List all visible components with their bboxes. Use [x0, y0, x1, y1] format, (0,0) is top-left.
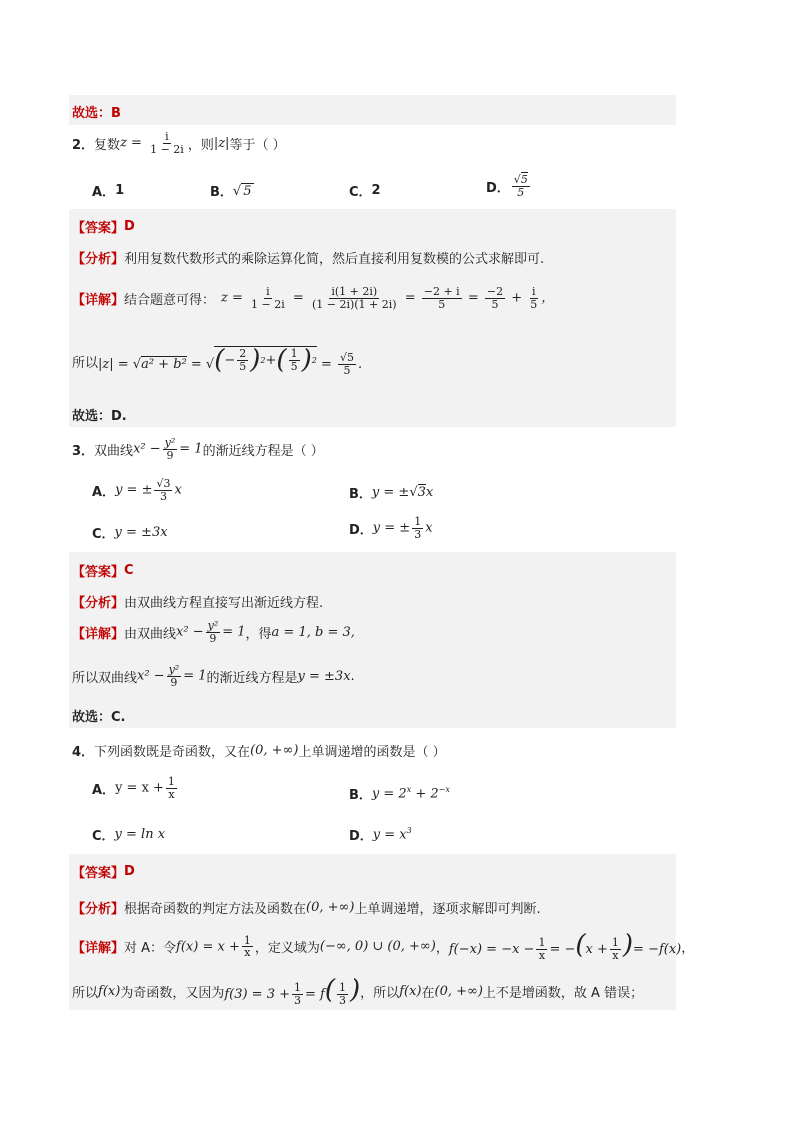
q4-interval: (0, +∞)	[434, 984, 483, 1000]
q3-conclusion	[72, 706, 125, 725]
q3-stem-pre: 双曲线	[94, 443, 134, 459]
q4-stem	[72, 741, 446, 760]
sqrt-symbol: √ 5	[232, 183, 252, 199]
q2-detail-formula: z = $\frac{i}{1 - 2i}$ = $\frac{i(1 + 2i)}{(1 - 2i)(1 + 2i)}$ = $\frac{-2 + i}{5}$ = $\frac{-2}{5}$ + $\frac{i}{5}$ ，	[221, 285, 555, 311]
q2-stem	[72, 131, 286, 155]
q2-option-b[interactable]	[210, 181, 254, 200]
q3-detail-line2: 所以双曲线 x² − $\frac{\text{y²}}{9}$ = 1 的渐近线方程是 y = ±3x .	[72, 663, 355, 689]
option-formula: y = x + $\frac{1}{x}$	[115, 775, 175, 801]
q2-stem-post: 等于（ ）	[229, 137, 286, 153]
option-label: C．	[92, 829, 115, 844]
option-label: C．	[349, 185, 372, 200]
option-label: D．	[349, 829, 373, 844]
q3-stem	[72, 437, 324, 461]
option-value: 5	[520, 173, 528, 186]
detail-tag: 【详解】	[72, 626, 125, 642]
q3-equation: x² − $\frac{\text{y²}}{9}$ = 1	[176, 619, 246, 645]
detail-text: ，所以	[360, 986, 400, 1002]
q3-option-d[interactable]	[349, 516, 433, 540]
q4-option-d[interactable]	[349, 825, 412, 844]
q2-option-d[interactable]	[486, 174, 532, 198]
q2-number: 2．	[72, 137, 95, 153]
analysis-text: 由双曲线方程直接写出渐近线方程.	[124, 596, 324, 611]
q4-interval: (0, +∞)	[250, 743, 299, 758]
q4-option-a[interactable]	[92, 776, 179, 800]
option-formula: y = ln x	[114, 827, 166, 842]
q2-modulus-formula: |z| = √a² + b² = √ ( − $\frac{2}{5}$ ) 2 + ( $\frac{1}{5}$ ) 2 = $\frac{√5}{5}$ .	[98, 345, 363, 377]
q1-solution-block	[69, 95, 676, 125]
option-label: C．	[92, 527, 115, 542]
option-formula: $y = x^3$	[372, 826, 412, 843]
q2-stem-mid: ，则	[187, 137, 214, 153]
q2-modulus: |z|	[213, 135, 230, 151]
q2-formula: z = $\frac{i}{1 - 2i}$	[120, 130, 184, 156]
option-formula: $y = 2^x + 2^{-x}$	[371, 785, 450, 802]
q4-detail: 【详解】 对 A：令 f(x) = x + $\frac{1}{x}$ ，定义域为 (−∞, 0) ∪ (0, +∞) ， f(−x) = −x − $\frac{1}{x}$ = −(x + $\frac{1}{x}$ )= −f(x) ，	[72, 930, 695, 962]
q2-option-c[interactable]	[349, 181, 381, 200]
answer-value: C	[124, 563, 134, 578]
option-label: D．	[349, 522, 373, 538]
option-value: 1	[115, 183, 125, 198]
option-label: B．	[349, 487, 372, 502]
q2-conclusion	[72, 405, 127, 424]
detail-text: 的渐近线方程是	[206, 670, 298, 686]
q4-fx: f(x)	[399, 984, 422, 1000]
answer-value: D	[124, 219, 135, 234]
q4-fx: f(x)	[98, 984, 121, 1000]
option-value: 2	[371, 183, 381, 198]
q4-analysis	[72, 898, 541, 917]
analysis-tag: 【分析】	[72, 596, 125, 611]
detail-text: 对 A：令	[124, 941, 177, 957]
detail-text: ，定义域为	[254, 941, 320, 957]
q4-function-def: f(x) = x + $\frac{1}{x}$	[176, 933, 251, 960]
q4-option-b[interactable]	[349, 784, 450, 803]
analysis-text: 利用复数代数形式的乘除运算化简，然后直接利用复数模的公式求解即可.	[124, 252, 545, 267]
option-label: D．	[486, 180, 510, 196]
q3-number: 3．	[72, 443, 95, 459]
answer-tag: 【答案】	[72, 565, 125, 580]
detail-tag: 【详解】	[72, 941, 125, 957]
q3-option-a[interactable]	[92, 478, 182, 502]
detail-text: ，得	[245, 626, 272, 642]
q3-equation: x² − $\frac{\text{y²}}{9}$ = 1	[133, 436, 203, 462]
q2-detail-line2	[72, 346, 362, 377]
detail-text: 所以	[72, 986, 99, 1002]
q3-detail	[72, 620, 355, 644]
q4-answer	[72, 862, 135, 881]
option-value: 5	[243, 183, 252, 199]
q4-f3: f(3) = 3 + $\frac{1}{3}$ = f( $\frac{1}{3}$ )	[224, 975, 361, 1007]
conclusion-text: 故选：D.	[72, 409, 127, 424]
option-label: A．	[92, 185, 116, 200]
conclusion-text: 故选：C.	[72, 710, 126, 725]
q2-answer	[72, 217, 135, 236]
option-formula: y = ±3x	[114, 525, 168, 540]
option-formula: y = ± $\frac{√3}{3}$ x	[115, 477, 182, 503]
detail-text: 由双曲线	[124, 626, 177, 642]
answer-value: D	[124, 864, 135, 879]
q2-stem-pre: 复数	[94, 137, 121, 153]
detail-text: 在	[421, 986, 435, 1002]
q2-solution-block	[69, 209, 676, 427]
analysis-tag: 【分析】	[72, 902, 125, 917]
q4-interval: (0, +∞)	[306, 900, 355, 915]
detail-text: 为奇函数，又因为	[120, 986, 225, 1002]
q4-option-c[interactable]	[92, 825, 165, 844]
detail-text: 结合题意可得：	[124, 292, 216, 308]
fraction: $\frac{√5}{5}$	[513, 173, 528, 199]
q2-analysis	[72, 248, 544, 267]
q3-option-b[interactable]	[349, 483, 433, 502]
detail-text: 所以双曲线	[72, 670, 138, 686]
q3-answer	[72, 561, 134, 580]
q4-number: 4．	[72, 745, 95, 760]
answer-tag: 【答案】	[72, 866, 125, 881]
detail-tag: 【详解】	[72, 292, 125, 308]
analysis-text: 上单调递增，逐项求解即可判断.	[354, 902, 541, 917]
option-formula: y = ±√3x	[371, 485, 434, 500]
q2-option-a[interactable]	[92, 181, 124, 200]
analysis-tag: 【分析】	[72, 252, 125, 267]
analysis-text: 根据奇函数的判定方法及函数在	[124, 902, 307, 917]
q3-option-c[interactable]	[92, 523, 168, 542]
detail-text: 上不是增函数，故 A 错误；	[482, 986, 644, 1002]
option-label: A．	[92, 484, 116, 500]
q3-values: a = 1, b = 3,	[271, 624, 355, 640]
q3-stem-post: 的渐近线方程是（ ）	[202, 443, 324, 459]
q4-odd-proof: f(−x) = −x − $\frac{1}{x}$ = −(x + $\frac{1}{x}$ )= −f(x)	[448, 930, 682, 962]
q2-detail	[72, 286, 554, 310]
detail-text: 所以	[72, 355, 99, 371]
option-label: B．	[349, 788, 372, 803]
q4-detail-line2	[72, 977, 643, 1007]
answer-tag: 【答案】	[72, 221, 125, 236]
q4-stem-pre: 下列函数既是奇函数，又在	[94, 745, 251, 760]
q4-stem-post: 上单调递增的函数是（ ）	[298, 745, 446, 760]
q1-conclusion-text: 故选：B	[72, 106, 121, 121]
q4-domain: (−∞, 0) ∪ (0, +∞)	[319, 939, 436, 955]
option-label: B．	[210, 185, 233, 200]
q1-conclusion	[72, 102, 121, 121]
q3-equation: x² − $\frac{\text{y²}}{9}$ = 1	[137, 663, 207, 689]
q3-asymptote: y = ±3x	[297, 668, 351, 684]
q3-analysis	[72, 592, 323, 611]
option-formula: y = ± $\frac{1}{3}$ x	[372, 515, 433, 541]
option-label: A．	[92, 782, 116, 798]
